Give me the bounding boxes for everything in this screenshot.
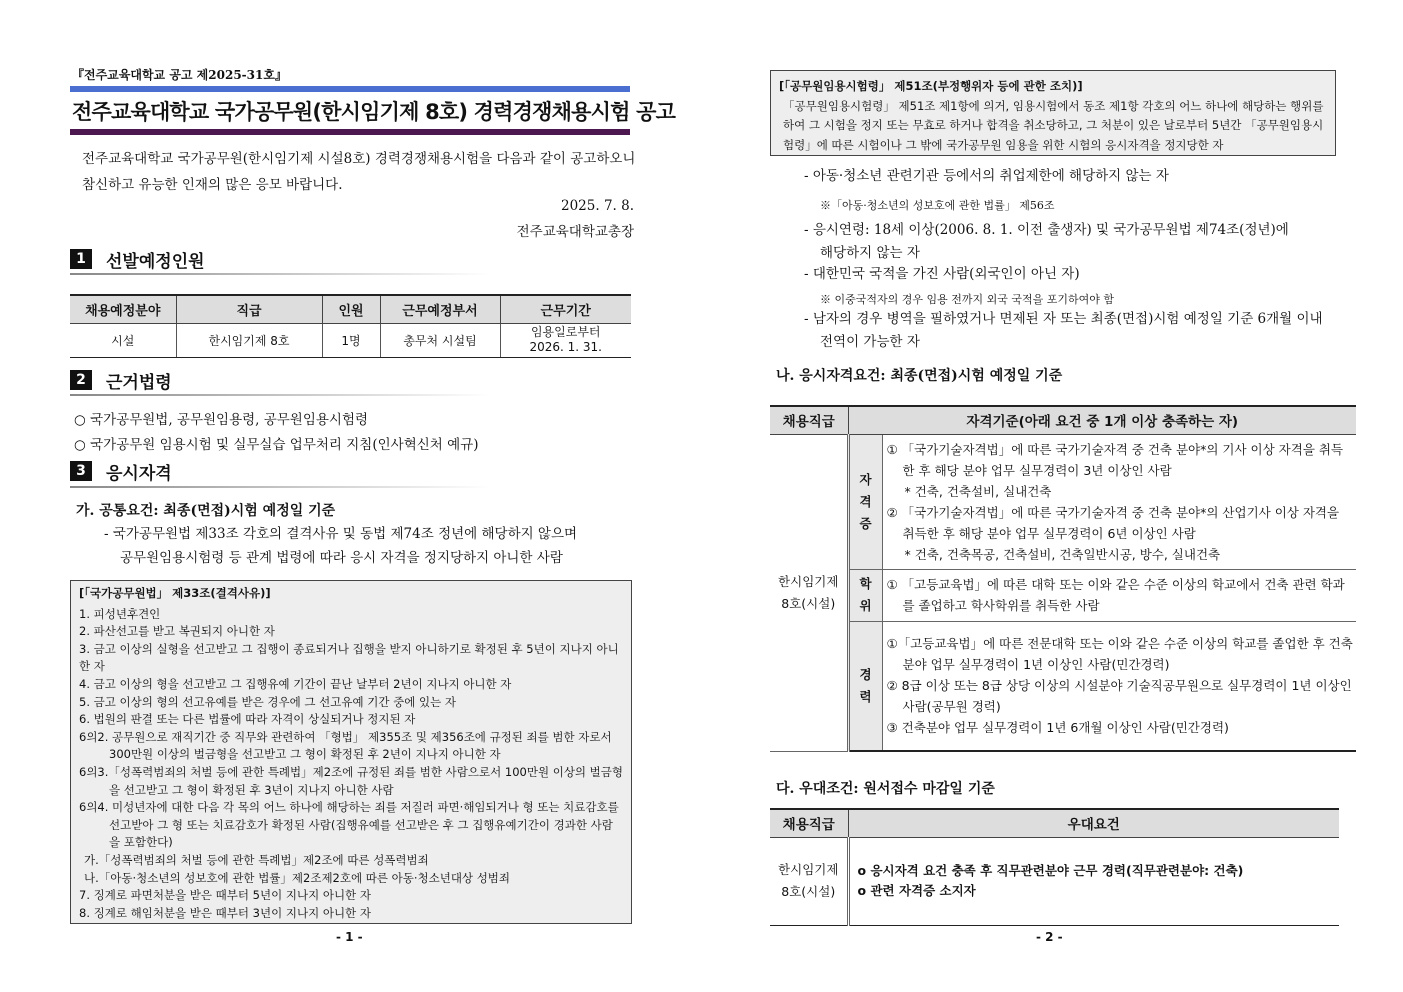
section-divider	[70, 486, 490, 488]
page-title: 전주교육대학교 국가공무원(한시임기제 8호) 경력경쟁채용시험 공고	[72, 100, 676, 124]
job-grade-line: 한시임기제	[778, 862, 839, 877]
list-item: 4. 금고 이상의 형을 선고받고 그 집행유예 기간이 끝난 날부터 2년이 지나지 아니한 자	[79, 676, 512, 691]
section-title: 근거법령	[106, 372, 172, 393]
reference-note: ※ 이중국적자의 경우 임용 전까지 외국 국적을 포기하여야 함	[820, 293, 1114, 306]
column-header: 우대요건	[848, 809, 1339, 837]
requirement-item: ① 「고등교육법」에 따른 대학 또는 이와 같은 수준 이상의 학교에서 건축 관련 학과를 졸업하고 학사학위를 취득한 사람	[886, 577, 1345, 613]
law-item: ○ 국가공무원 임용시험 및 실무실습 업무처리 지침(인사혁신처 예규)	[74, 437, 479, 453]
section-divider	[70, 394, 490, 396]
preference-table	[770, 808, 1339, 926]
table-row	[70, 323, 631, 357]
intro-text: 전주교육대학교 국가공무원(한시임기제 시설8호) 경력경쟁채용시험을 다음과 같이 공고하오니 참신하고 유능한 인재의 많은 응모 바랍니다.	[82, 151, 636, 193]
category-char: 증	[859, 515, 872, 531]
law-item: ○ 국가공무원법, 공무원임용령, 공무원임용시험령	[74, 412, 369, 428]
requirement-line: - 국가공무원법 제33조 각호의 결격사유 및 동법 제74조 정년에 해당하지 않으며	[104, 526, 578, 542]
preference-item: o 관련 자격증 소지자	[857, 883, 976, 898]
job-grade-line: 8호(시설)	[781, 595, 836, 611]
job-grade-cell	[770, 434, 848, 751]
list-item: 6의3.「성폭력범죄의 처벌 등에 관한 특례법」제2조에 규정된 죄를 범한 사람으로서 100만원 이상의 벌금형을 선고받고 그 형이 확정된 후 3년이 지나지 아니한 사람	[79, 764, 624, 797]
table-cell: 시설	[70, 323, 176, 357]
subsection-c-heading: 다. 우대조건: 원서접수 마감일 기준	[776, 781, 995, 797]
category-char: 격	[859, 493, 872, 509]
title-top-bar	[70, 86, 630, 92]
table-row	[770, 569, 1356, 621]
list-item: 2. 파산선고를 받고 복권되지 아니한 자	[79, 624, 275, 639]
list-subitem: 나.「아동·청소년의 성보호에 관한 법률」제2조제2호에 따른 아동·청소년대상 성범죄	[84, 870, 511, 885]
box-text: 「공무원임용시험령」 제51조 제1항에 의거, 임용시험에서 동조 제1항 각호의 어느 하나에 해당하는 행위를 하여 그 시험을 정지 또는 무효로 하거나 합격을 취소당하고, 그 처분이 있은 날로부터 5년간 「공무원임용시험령」에 따른 시험이나 그 밖에 국가공무원 임용을 위한 시험의 응시자격을 정지당한 자	[783, 98, 1324, 152]
column-header: 채용직급	[770, 809, 848, 837]
section-number: 2	[70, 370, 92, 390]
category-cell	[848, 434, 882, 569]
section-divider	[70, 273, 490, 275]
box-heading: [「국가공무원법」 제33조(결격사유)]	[79, 586, 271, 600]
column-header: 근무예정부서	[380, 295, 500, 323]
list-item: 8. 징계로 해임처분을 받은 때부터 3년이 지나지 아니한 자	[79, 905, 371, 920]
requirement-item: ①「고등교육법」에 따른 전문대학 또는 이와 같은 수준 이상의 학교를 졸업한 후 건축 분야 업무 실무경력이 1년 이상인 사람(민간경력)	[886, 636, 1353, 673]
section-title: 응시자격	[106, 463, 172, 484]
column-header: 직급	[176, 295, 322, 323]
requirement-item: ② 8급 이상 또는 8급 상당 이상의 시설분야 기술직공무원으로 실무경력이 1년 이상인 사람(공무원 경력)	[886, 678, 1352, 715]
column-header: 채용예정분야	[70, 295, 176, 323]
subsection-b-heading: 나. 응시자격요건: 최종(면접)시험 예정일 기준	[776, 368, 1063, 384]
list-item: 3. 금고 이상의 실형을 선고받고 그 집행이 종료되거나 집행을 받지 아니하기로 확정된 후 5년이 지나지 아니한 자	[79, 641, 619, 674]
requirement-cell	[882, 434, 1356, 569]
section-1-heading	[70, 248, 205, 270]
requirement-line: - 대한민국 국적을 가진 사람(외국인이 아닌 자)	[804, 266, 1080, 282]
job-grade-cell	[770, 837, 848, 925]
category-char: 위	[859, 598, 872, 613]
requirement-note: * 건축, 건축목공, 건축설비, 건축일반시공, 방수, 실내건축	[904, 546, 1221, 562]
requirement-item: ③ 건축분야 업무 실무경력이 1년 6개월 이상인 사람(민간경력)	[886, 720, 1229, 736]
requirement-cell	[882, 621, 1356, 751]
table-cell: 한시임기제 8호	[176, 323, 322, 357]
title-bottom-bar	[70, 129, 630, 135]
page-number: - 1 -	[336, 930, 363, 944]
requirement-line: - 응시연령: 18세 이상(2006. 8. 1. 이전 출생자) 및 국가공무원법 제74조(정년)에	[804, 222, 1289, 238]
section-number: 1	[70, 249, 92, 269]
column-header: 근무기간	[500, 295, 631, 323]
list-item: 6. 법원의 판결 또는 다른 법률에 따라 자격이 상실되거나 정지된 자	[79, 712, 416, 727]
box-heading: [「공무원임용시험령」 제51조(부정행위자 등에 관한 조치)]	[779, 79, 1083, 93]
page-2	[700, 0, 1403, 992]
column-header: 자격기준(아래 요건 중 1개 이상 충족하는 자)	[848, 406, 1356, 434]
requirement-line: 해당하지 않는 자	[820, 245, 920, 261]
category-char: 자	[859, 471, 872, 487]
list-item: 1. 피성년후견인	[79, 606, 161, 621]
reference-note: ※「아동·청소년의 성보호에 관한 법률」 제56조	[820, 199, 1055, 212]
list-item: 6의2. 공무원으로 재직기간 중 직무와 관련하여 「형법」 제355조 및 제356조에 규정된 죄를 범한 자로서 300만원 이상의 벌금형을 선고받고 그 형이 확정된 후 2년이 지나지 아니한 자	[79, 729, 612, 762]
table-row	[770, 837, 1339, 925]
requirement-note: * 건축, 건축설비, 실내건축	[904, 483, 1052, 499]
notice-issuer: 전주교육대학교총장	[516, 224, 634, 240]
list-item: 7. 징계로 파면처분을 받은 때부터 5년이 지나지 아니한 자	[79, 888, 371, 903]
category-char: 경	[859, 666, 872, 682]
period-end: 2026. 1. 31.	[529, 340, 602, 354]
table-cell: 총무처 시설팀	[380, 323, 500, 357]
requirement-line: - 남자의 경우 병역을 필하였거나 면제된 자 또는 최종(면접)시험 예정일 기준 6개월 이내	[804, 311, 1323, 327]
requirement-line: 공무원임용시험령 등 관계 법령에 따라 응시 자격을 정지당하지 아니한 사람	[120, 550, 563, 566]
job-grade-line: 한시임기제	[778, 573, 839, 589]
section-3-heading	[70, 460, 172, 482]
requirement-item: ① 「국가기술자격법」에 따른 국가기술자격 중 건축 분야*의 기사 이상 자격을 취득한 후 해당 분야 업무 실무경력이 3년 이상인 사람	[886, 441, 1344, 478]
preference-item: o 응시자격 요건 충족 후 직무관련분야 근무 경력(직무관련분야: 건축)	[857, 863, 1244, 878]
table-cell: 1명	[322, 323, 380, 357]
page-1	[0, 0, 700, 992]
job-grade-line: 8호(시설)	[781, 884, 836, 899]
period-start: 임용일로부터	[530, 325, 601, 339]
requirement-item: ② 「국가기술자격법」에 따른 국가기술자격 중 건축 분야*의 산업기사 이상 자격을 취득한 후 해당 분야 업무 실무경력이 6년 이상인 사람	[886, 504, 1340, 541]
list-subitem: 가.「성폭력범죄의 처벌 등에 관한 특례법」제2조에 따른 성폭력범죄	[84, 852, 429, 867]
category-char: 학	[859, 576, 872, 591]
column-header: 채용직급	[770, 406, 848, 434]
notice-number: 『전주교육대학교 공고 제2025-31호』	[72, 68, 287, 82]
list-item: 5. 금고 이상의 형의 선고유예를 받은 경우에 그 선고유예 기간 중에 있는 자	[79, 694, 456, 709]
section-2-heading	[70, 369, 172, 391]
subsection-a-heading: 가. 공통요건: 최종(면접)시험 예정일 기준	[76, 503, 336, 519]
requirement-line: 전역이 가능한 자	[820, 334, 920, 350]
list-item: 6의4. 미성년자에 대한 다음 각 목의 어느 하나에 해당하는 죄를 저질러 파면·해임되거나 형 또는 치료감호를 선고받아 그 형 또는 치료감호가 확정된 사람(집행유예를 선고받은 후 그 집행유예기간이 경과한 사람을 포함한다)	[79, 800, 619, 850]
requirement-cell	[882, 569, 1356, 621]
recruitment-table	[70, 294, 631, 358]
category-cell	[848, 621, 882, 751]
table-row	[770, 434, 1356, 569]
misconduct-box	[770, 70, 1336, 156]
page-number: - 2 -	[1036, 930, 1063, 944]
requirement-line: - 아동·청소년 관련기관 등에서의 취업제한에 해당하지 않는 자	[804, 168, 1169, 184]
section-title: 선발예정인원	[106, 251, 205, 272]
table-cell	[500, 323, 631, 357]
disqualification-box	[70, 580, 632, 924]
table-row	[770, 621, 1356, 751]
column-header: 인원	[322, 295, 380, 323]
category-cell	[848, 569, 882, 621]
notice-date: 2025. 7. 8.	[561, 198, 634, 214]
preference-cell	[848, 837, 1339, 925]
section-number: 3	[70, 461, 92, 481]
category-char: 력	[859, 688, 872, 704]
qualification-table	[770, 405, 1356, 752]
